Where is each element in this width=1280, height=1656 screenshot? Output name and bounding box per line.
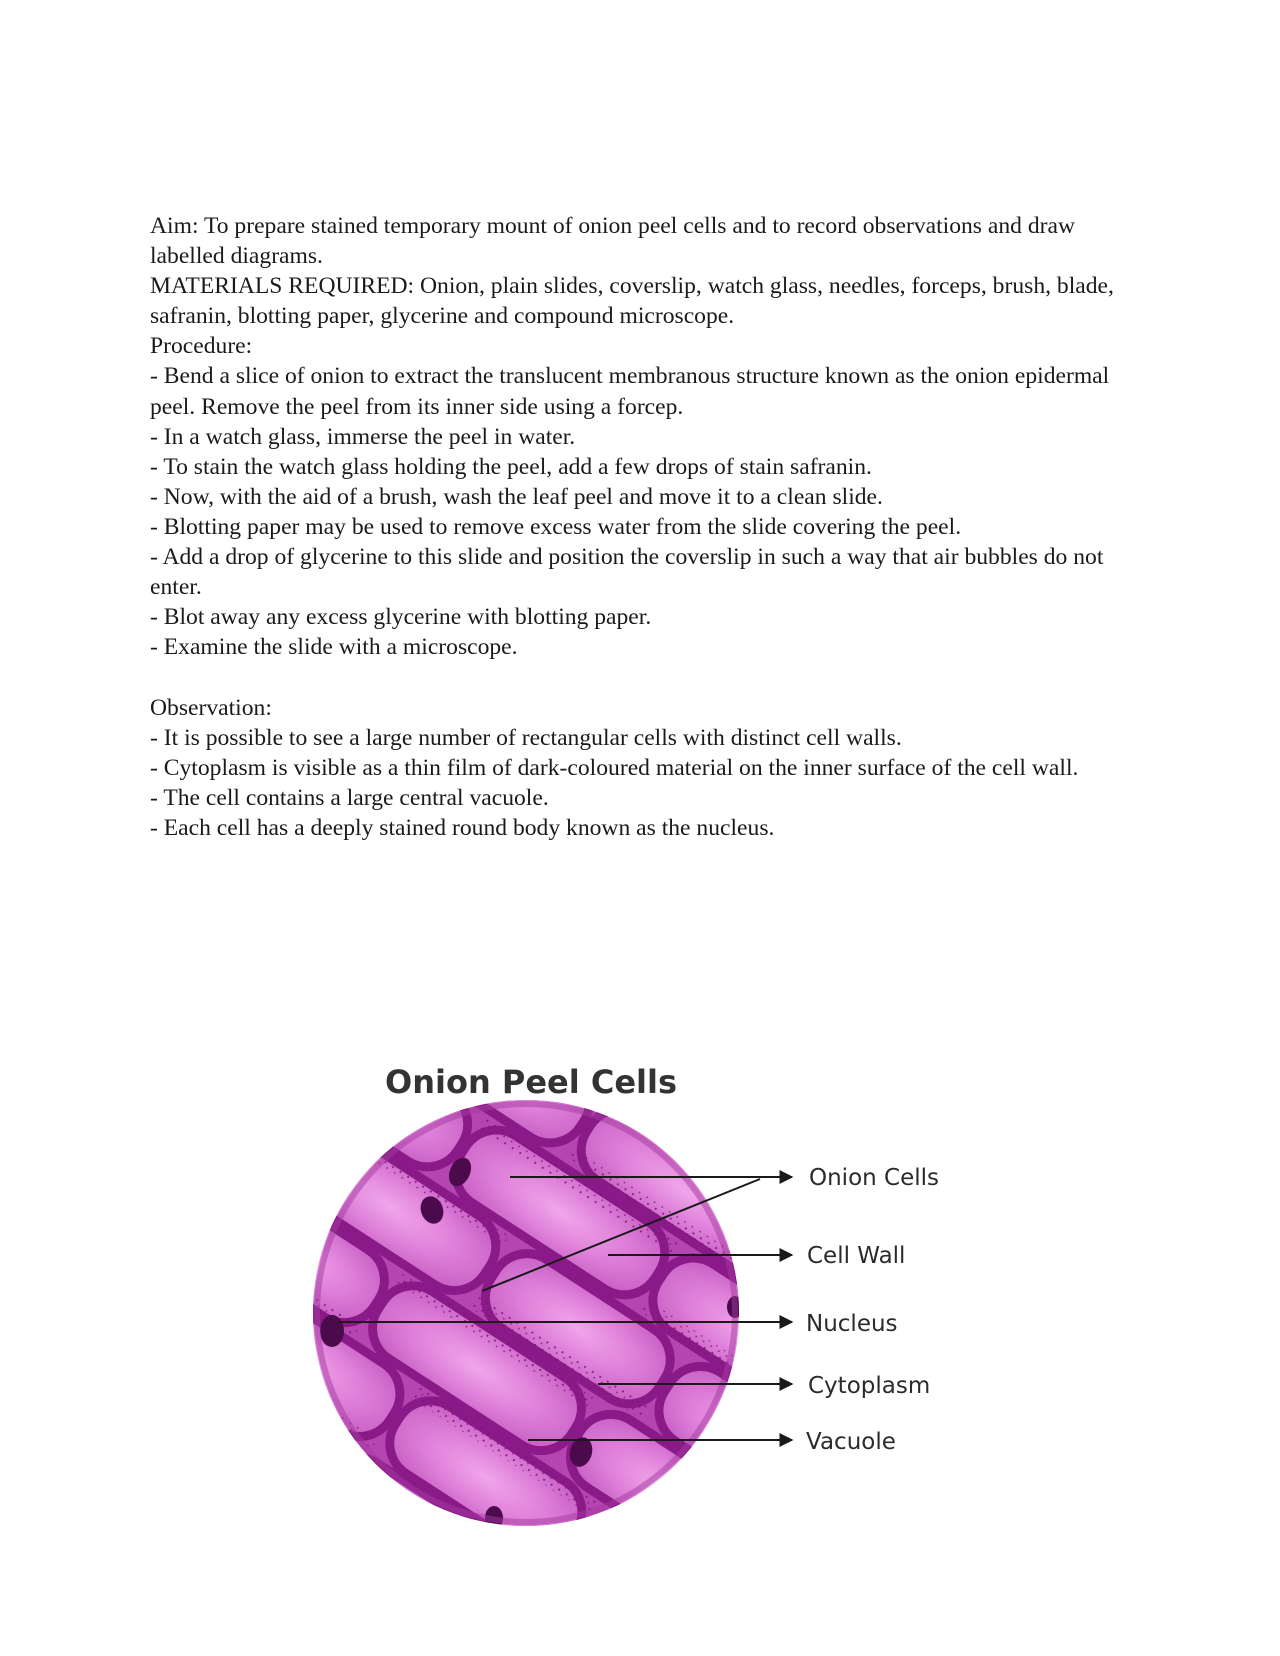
observation-item: - Cytoplasm is visible as a thin film of dark-coloured material on the inner surface of the cell wall. xyxy=(150,754,1079,781)
label-onion-cells: Onion Cells xyxy=(809,1165,940,1191)
procedure-step: - In a watch glass, immerse the peel in water. xyxy=(150,423,576,450)
procedure-step: - To stain the watch glass holding the peel, add a few drops of stain safranin. xyxy=(150,453,872,480)
label-nucleus: Nucleus xyxy=(806,1311,898,1337)
procedure-step: - Bend a slice of onion to extract the translucent membranous structure known as the onion epidermal peel. Remove the peel from its inner side using a forcep. xyxy=(150,363,1110,420)
procedure-heading: Procedure: xyxy=(150,333,253,360)
observation-item: - Each cell has a deeply stained round body known as the nucleus. xyxy=(150,814,775,841)
aim-paragraph: Aim: To prepare stained temporary mount of onion peel cells and to record observations and draw labelled diagrams. xyxy=(150,213,1076,270)
procedure-step: - Add a drop of glycerine to this slide and position the coverslip in such a way that air bubbles do not enter. xyxy=(150,544,1104,601)
observation-heading: Observation: xyxy=(150,694,272,721)
observation-item: - The cell contains a large central vacuole. xyxy=(150,784,549,811)
observation-item: - It is possible to see a large number of rectangular cells with distinct cell walls. xyxy=(150,724,902,751)
label-vacuole: Vacuole xyxy=(806,1429,896,1455)
procedure-step: - Now, with the aid of a brush, wash the leaf peel and move it to a clean slide. xyxy=(150,483,883,510)
label-cytoplasm: Cytoplasm xyxy=(808,1373,931,1399)
procedure-step: - Blot away any excess glycerine with blotting paper. xyxy=(150,604,652,631)
cell-micrograph xyxy=(96,944,934,1656)
figure-title: Onion Peel Cells xyxy=(385,1063,677,1101)
procedure-step: - Blotting paper may be used to remove excess water from the slide covering the peel. xyxy=(150,513,962,540)
label-cell-wall: Cell Wall xyxy=(807,1243,906,1269)
procedure-step: - Examine the slide with a microscope. xyxy=(150,634,518,661)
materials-paragraph: MATERIALS REQUIRED: Onion, plain slides, coverslip, watch glass, needles, forceps, brush, blade, safranin, blotting paper, glycerine and compound microscope. xyxy=(150,273,1114,330)
